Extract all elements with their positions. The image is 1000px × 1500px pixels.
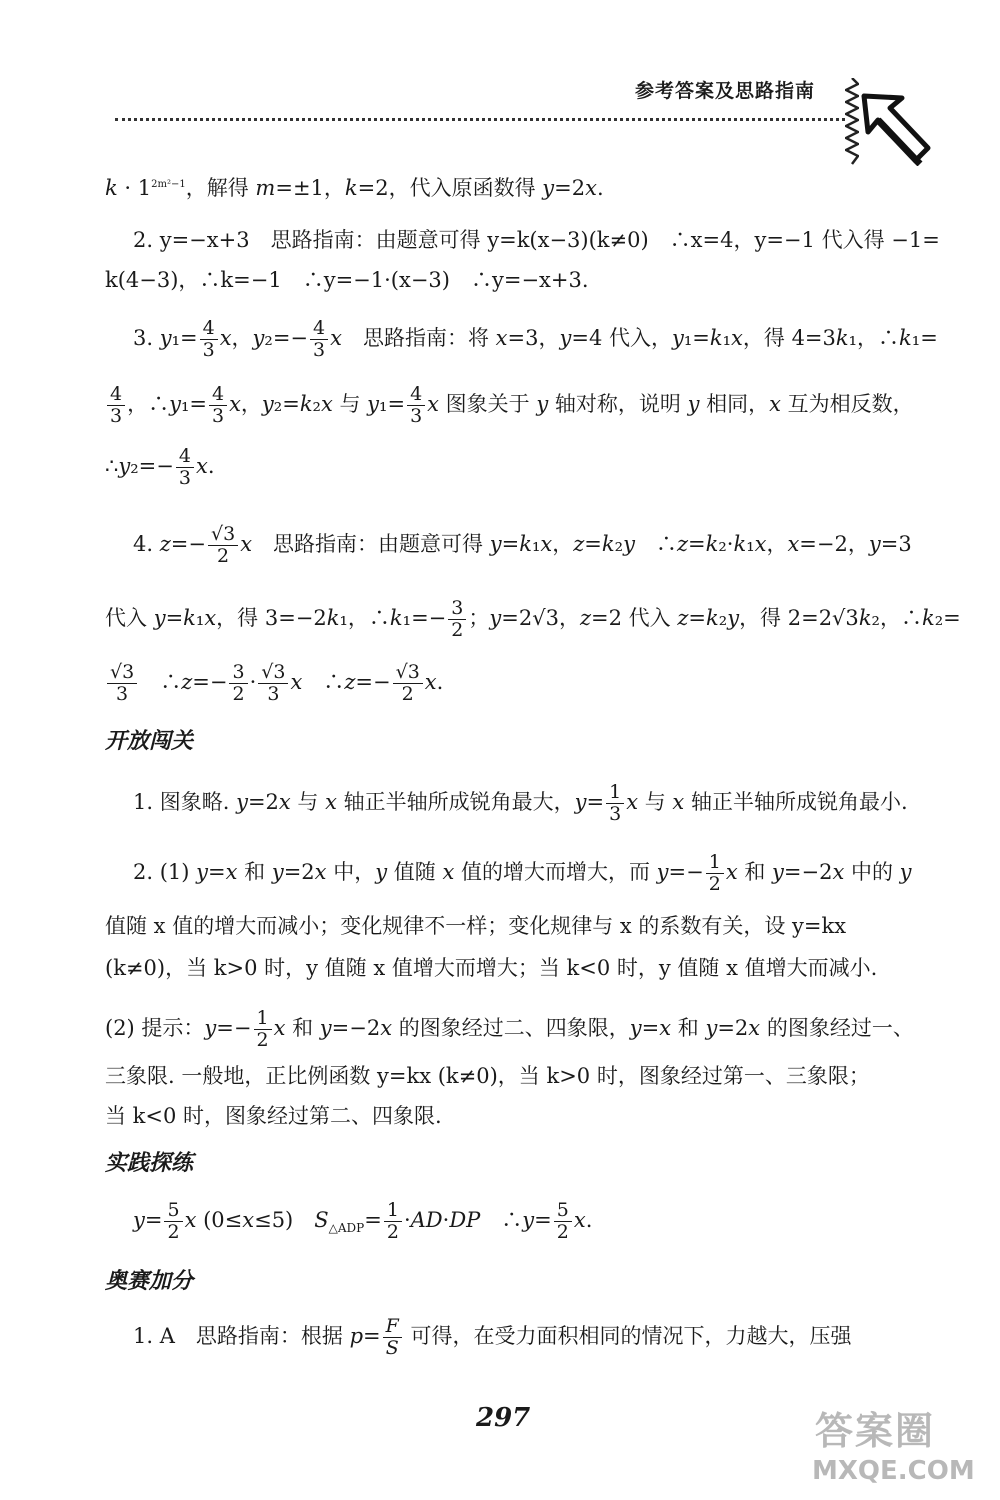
text-line: 三象限. 一般地，正比例函数 y=kx (k≠0)，当 k>0 时，图象经过第一、三象限； [105, 1064, 870, 1088]
text-line: 1. A 思路指南：根据 p= $\frac{F}{S}$ 可得，在受力面积相同的情况下，力越大，压强 [133, 1315, 852, 1359]
watermark-logo: 答案圈 [815, 1409, 936, 1453]
text-line: k(4−3)，∴k=−1 ∴y=−1·(x−3) ∴y=−x+3. [105, 268, 589, 292]
text-line: 2. (1) y=x 和 y=2x 中，y 值随 x 值的增大而增大，而 y=− $\frac{1}{2}$ x 和 y=−2x 中的 y [133, 851, 912, 895]
section-heading: 实践探练 [105, 1151, 194, 1176]
text-line: 4. z=− $\frac{√3}{2}$ x 思路指南：由题意可得 y=k₁x，z=k₂y ∴z=k₂·k₁x，x=−2，y=3 [133, 523, 912, 567]
text-line: y= $\frac{5}{2}$ x (0≤x≤5) $S_{\triangle ADP}=$ $\frac{1}{2}$ ·AD·DP ∴y= $\frac{5}{2}$ x. [133, 1199, 593, 1243]
header-title: 参考答案及思路指南 [635, 80, 816, 102]
text-line: 当 k<0 时，图象经过第二、四象限. [105, 1104, 442, 1128]
text-line: 3. y₁= $\frac{4}{3}$ x，y₂=− $\frac{4}{3}$ x 思路指南：将 x=3，y=4 代入，y₁=k₁x，得 4=3k₁，∴k₁= [133, 317, 938, 361]
text-line: (k≠0)，当 k>0 时，y 值随 x 值增大而增大；当 k<0 时，y 值随 x 值增大而减小. [105, 956, 878, 980]
text-line: $k \cdot 1^{2m^2-1}$，解得 m=±1，k=2，代入原函数得 y=2x. [105, 176, 604, 200]
arrow-icon [856, 88, 936, 166]
text-line: 1. 图象略. y=2x 与 x 轴正半轴所成锐角最大，y= $\frac{1}{3}$ x 与 x 轴正半轴所成锐角最小. [133, 781, 908, 825]
section-heading: 奥赛加分 [105, 1269, 194, 1294]
text-line: ∴y₂=− $\frac{4}{3}$ x. [105, 445, 215, 489]
header-dotted-rule [115, 118, 845, 121]
watermark-url: MXQE.COM [812, 1456, 975, 1486]
text-line: (2) 提示：y=− $\frac{1}{2}$ x 和 y=−2x 的图象经过二、四象限，y=x 和 y=2x 的图象经过一、 [105, 1007, 914, 1051]
section-heading: 开放闯关 [105, 729, 194, 754]
text-line: 值随 x 值的增大而减小；变化规律不一样；变化规律与 x 的系数有关，设 y=kx [105, 914, 847, 938]
text-line: 2. y=−x+3 思路指南：由题意可得 y=k(x−3)(k≠0) ∴x=4，y=−1 代入得 −1= [133, 228, 940, 252]
text-line: 代入 y=k₁x，得 3=−2k₁，∴k₁=− $\frac{3}{2}$ ；y=2√3，z=2 代入 z=k₂y，得 2=2√3k₂，∴k₂= [105, 597, 961, 641]
page-number: 297 [476, 1403, 531, 1433]
text-line: $\frac{√3}{3}$ ∴z=− $\frac{3}{2}$ · $\frac{√3}{3}$ x ∴z=− $\frac{√3}{2}$ x. [105, 662, 443, 705]
text-line: $\frac{4}{3}$ ，∴y₁= $\frac{4}{3}$ x，y₂=k₂x 与 y₁= $\frac{4}{3}$ x 图象关于 y 轴对称，说明 y 相同，x 互为相反数， [105, 384, 914, 427]
